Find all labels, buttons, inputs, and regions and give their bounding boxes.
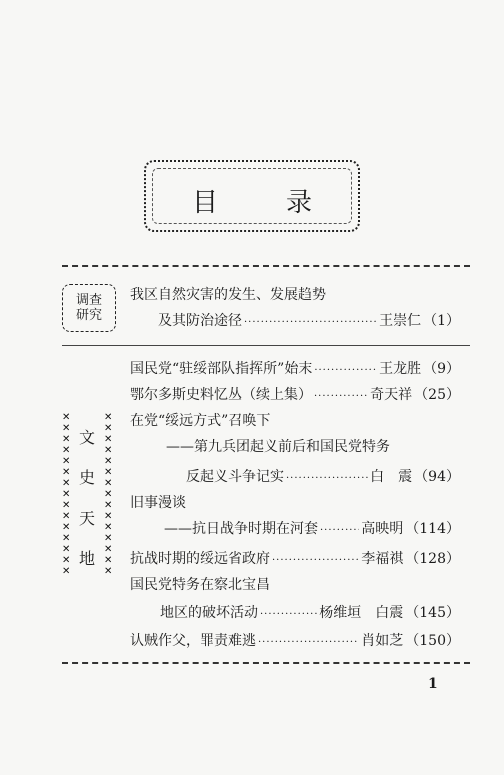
toc-entry-author: 肖如芝 — [361, 633, 404, 649]
section-badge-survey — [62, 284, 116, 332]
toc-entry-title: 反起义斗争记实 — [186, 469, 284, 485]
toc-entry-page: （150） — [405, 633, 460, 649]
toc-entry-page: （145） — [405, 605, 460, 621]
contents-title — [146, 182, 358, 219]
ornament-border-left: ✕✕✕✕✕✕✕✕✕✕✕✕✕✕✕ — [62, 412, 70, 577]
toc-entry-title: ——抗日战争时期在河套 — [164, 521, 318, 537]
toc-entry — [164, 518, 460, 540]
toc-entry-title: ——第九兵团起义前后和国民党特务 — [166, 439, 390, 455]
toc-entry-title: 我区自然灾害的发生、发展趋势 — [130, 287, 326, 303]
section-badge-culture-char-4: 地 — [78, 549, 95, 569]
toc-entry-title: 国民党“驻绥部队指挥所”始末 — [130, 361, 313, 377]
ornament-border-right: ✕✕✕✕✕✕✕✕✕✕✕✕✕✕✕ — [104, 412, 112, 577]
toc-entry-title: 及其防治途径 — [158, 313, 242, 329]
toc-entry — [130, 630, 460, 652]
divider-middle — [62, 345, 470, 346]
toc-entry — [160, 602, 460, 624]
section-badge-culture — [62, 412, 112, 582]
section-badge-culture-char-3: 天 — [78, 508, 95, 528]
contents-title-box — [144, 160, 360, 232]
toc-entry — [166, 436, 460, 458]
toc-entry-page: （94） — [414, 469, 460, 485]
toc-leader-dots — [272, 550, 359, 572]
toc-entry-title: 在党“绥远方式”召唤下 — [130, 413, 271, 429]
toc-entry-page: （128） — [405, 551, 460, 567]
section-badge-culture-char-2: 史 — [78, 468, 95, 488]
toc-entry-author: 白 震 — [370, 469, 413, 485]
toc-leader-dots — [314, 360, 377, 382]
toc-leader-dots — [258, 632, 359, 654]
toc-entry — [130, 358, 460, 380]
divider-bottom — [62, 662, 470, 664]
toc-entry-author: 奇天祥 — [370, 387, 413, 403]
section-badge-survey-line-2: 研究 — [75, 308, 102, 323]
toc-entry — [130, 548, 460, 570]
toc-leader-dots — [314, 386, 368, 408]
toc-leader-dots — [320, 520, 359, 542]
page-number: 1 — [428, 676, 438, 692]
toc-entry-title: 地区的破坏活动 — [160, 605, 258, 621]
contents-title-char-2: 录 — [286, 188, 313, 218]
toc-entry — [130, 410, 460, 432]
toc-entry — [130, 492, 460, 514]
toc-entry — [130, 384, 460, 406]
divider-top — [62, 265, 470, 267]
toc-leader-dots — [286, 468, 368, 490]
toc-entry-title: 抗战时期的绥远省政府 — [130, 551, 270, 567]
toc-entry — [158, 310, 460, 332]
toc-entry-page: （25） — [414, 387, 460, 403]
toc-entry-title: 认贼作父，罪责难逃 — [130, 633, 256, 649]
section-badge-survey-line-1: 调查 — [75, 293, 102, 308]
toc-entry-author: 王龙胜 — [379, 361, 422, 377]
toc-entry-title: 国民党特务在察北宝昌 — [130, 577, 270, 593]
toc-entry-author: 李福祺 — [361, 551, 404, 567]
toc-entry-page: （114） — [405, 521, 460, 537]
section-badge-culture-char-1: 文 — [78, 427, 95, 447]
toc-entry-page: （1） — [423, 313, 460, 329]
toc-leader-dots — [260, 604, 317, 626]
toc-entry — [130, 284, 460, 306]
toc-entry — [186, 466, 460, 488]
toc-entry-author: 杨维垣 白震 — [319, 605, 404, 621]
toc-entry-author: 王崇仁 — [379, 313, 422, 329]
toc-entry-title: 旧事漫谈 — [130, 495, 186, 511]
toc-entry-author: 高映明 — [361, 521, 404, 537]
toc-entry — [130, 574, 460, 596]
toc-leader-dots — [244, 312, 377, 334]
toc-entry-page: （9） — [423, 361, 460, 377]
toc-entry-title: 鄂尔多斯史料忆丛（续上集） — [130, 387, 312, 403]
contents-title-char-1: 目 — [191, 188, 218, 218]
